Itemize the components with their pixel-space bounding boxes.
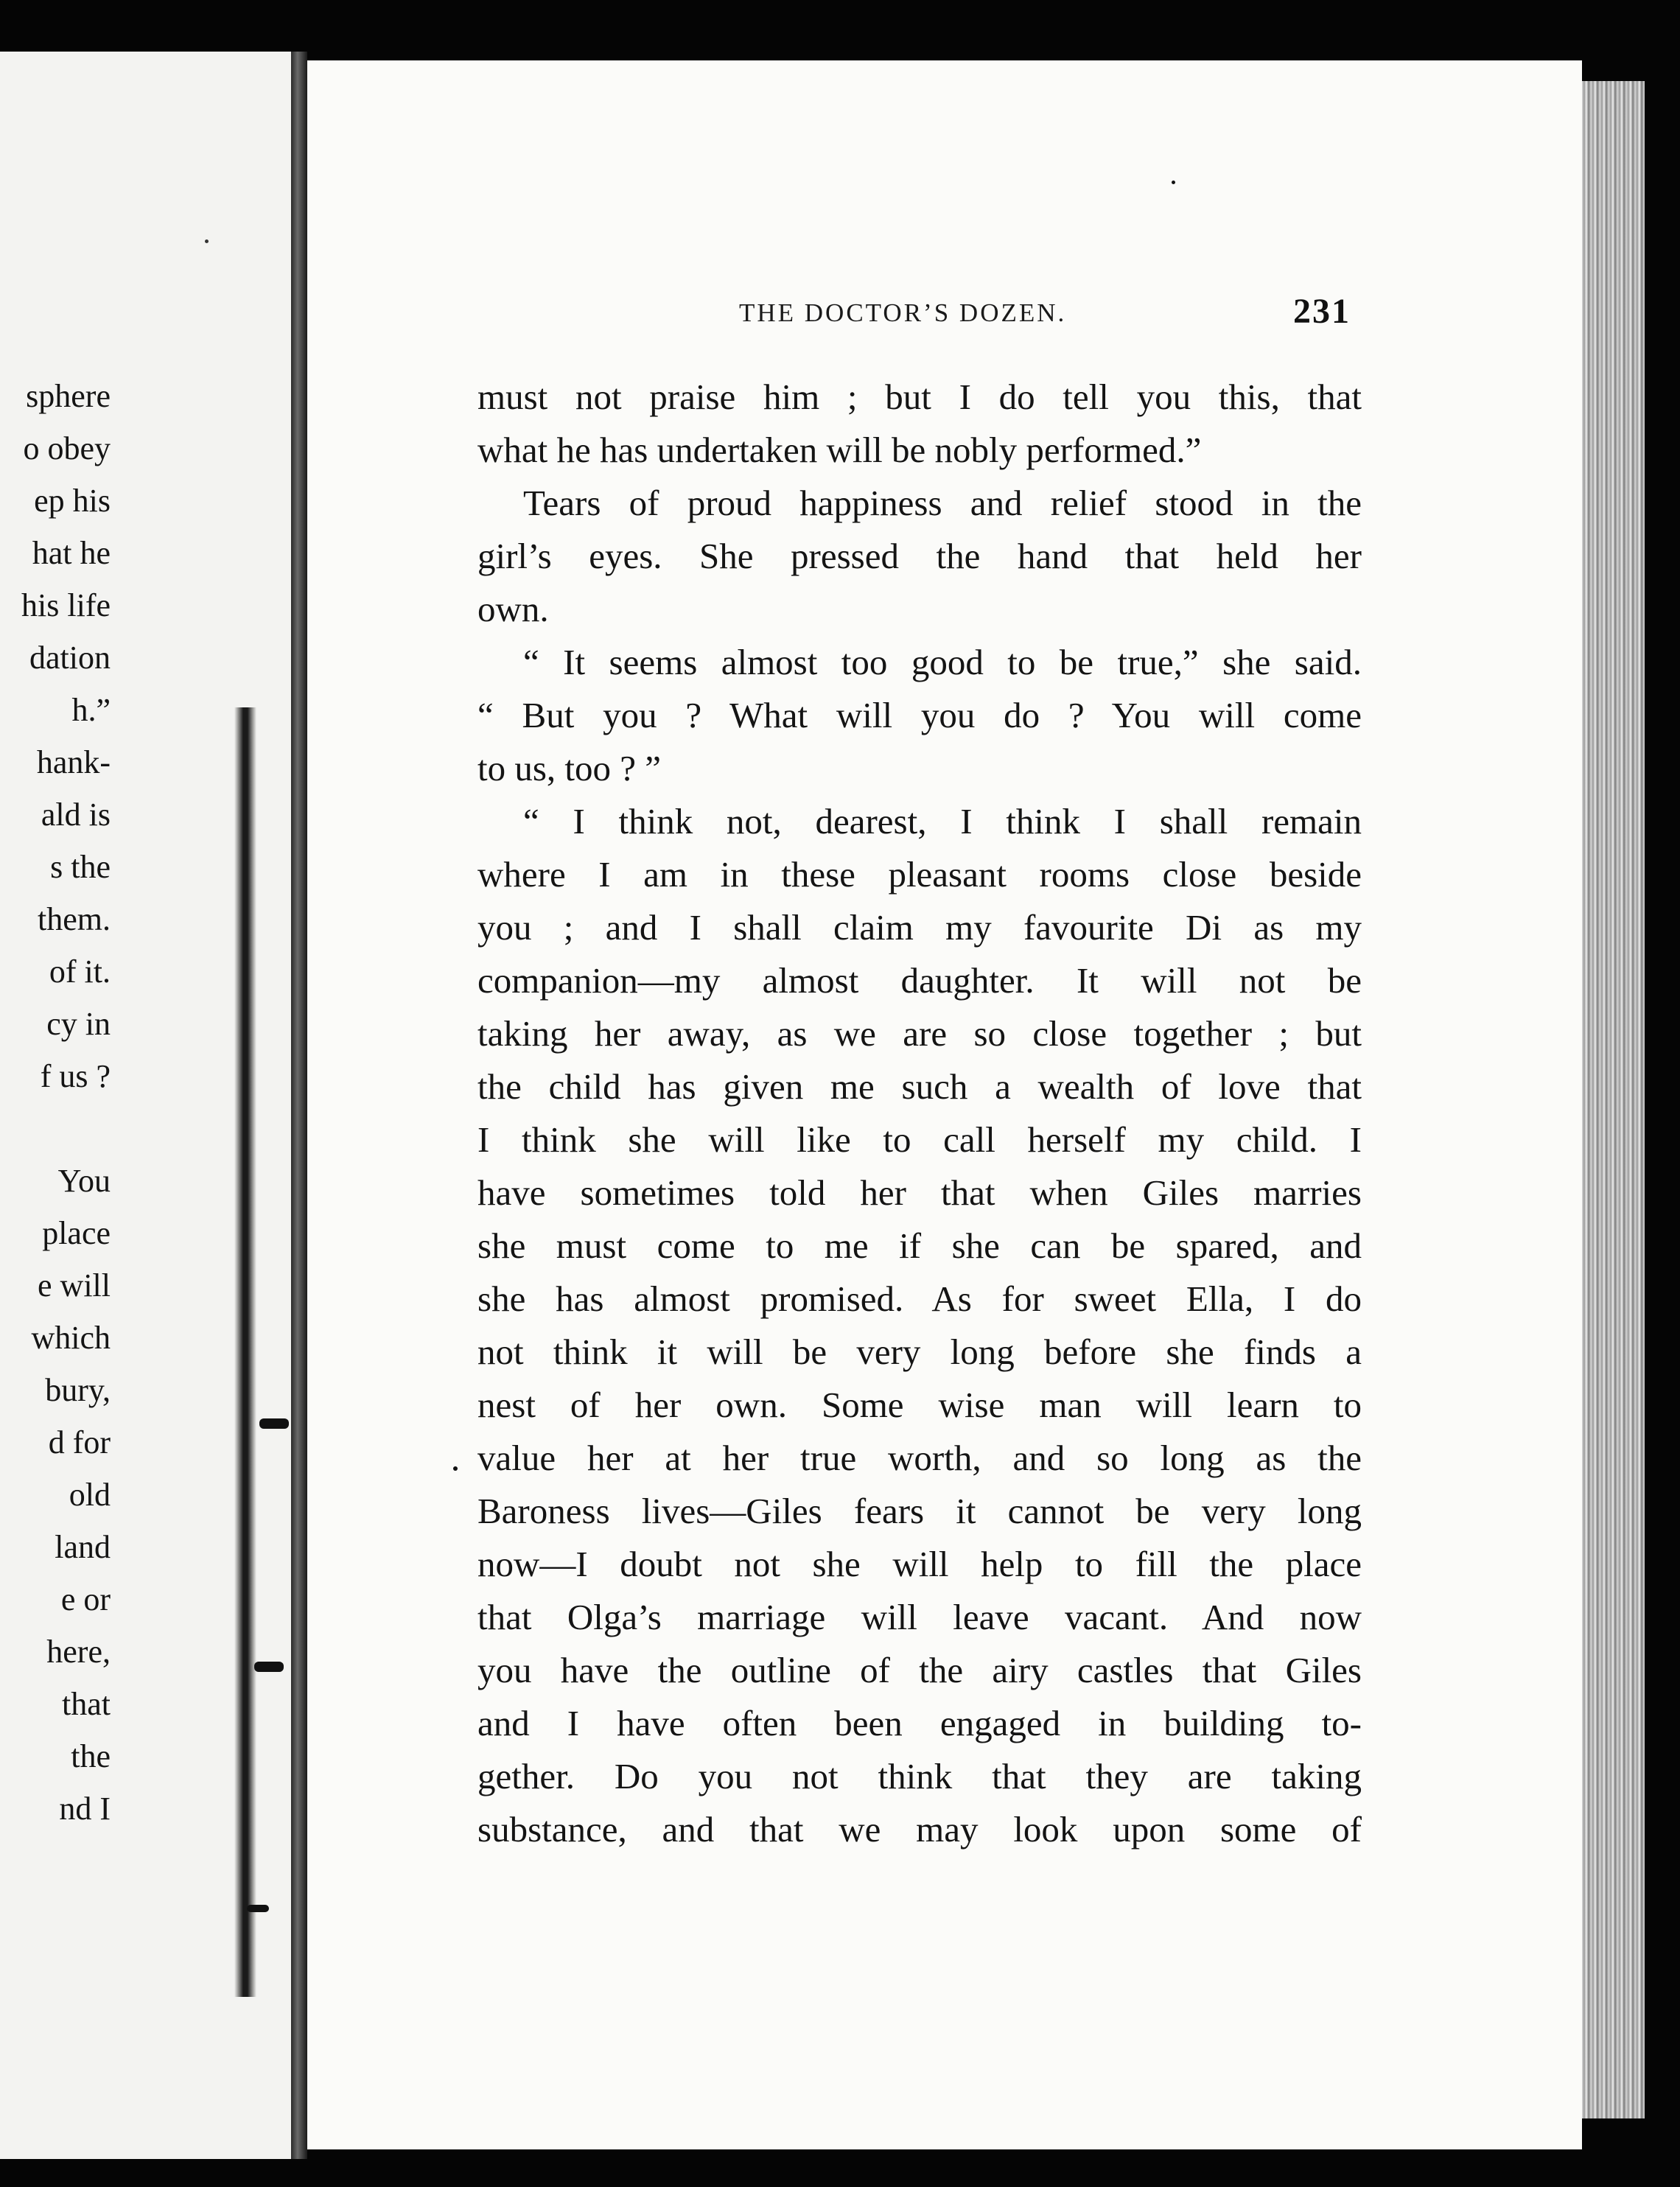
previous-page-line: [0, 1102, 111, 1155]
text-line: “ I think not, dearest, I think I shall remain: [523, 801, 1362, 841]
text-line: now—I doubt not she will help to fill the place: [477, 1544, 1362, 1584]
text-line: I think she will like to call herself my child. I: [477, 1119, 1362, 1160]
text-line: to us, too ? ”: [477, 748, 662, 788]
text-line: own.: [477, 589, 549, 629]
previous-page-line: place: [42, 1215, 111, 1251]
previous-page-line: hat he: [32, 535, 111, 571]
previous-page-line: of it.: [49, 953, 111, 990]
previous-page-line: e or: [60, 1581, 111, 1617]
binding-thread: [254, 1662, 284, 1672]
previous-page-line: hank-: [36, 744, 111, 780]
page-number: 231: [1293, 292, 1351, 331]
text-line: that Olga’s marriage will leave vacant. And now: [477, 1597, 1362, 1637]
previous-page-line: them.: [38, 901, 111, 937]
previous-page-text: [0, 370, 111, 1835]
text-line: nest of her own. Some wise man will learn to: [477, 1385, 1362, 1425]
previous-page-line: cy in: [46, 1006, 111, 1042]
previous-page-line: which: [31, 1320, 111, 1356]
text-line: value her at her true worth, and so long as the: [477, 1438, 1362, 1478]
text-line: she must come to me if she can be spared, and: [477, 1225, 1362, 1266]
scan-speck: [1172, 181, 1175, 184]
previous-page-line: sphere: [26, 378, 111, 414]
book-gutter: [291, 52, 307, 2159]
previous-page-line: his life: [21, 587, 111, 623]
text-line: you have the outline of the airy castles that Giles: [477, 1650, 1362, 1690]
previous-page-line: ep his: [34, 483, 111, 519]
text-line: gether. Do you not think that they are taking: [477, 1756, 1362, 1796]
page-edges: [1582, 81, 1645, 2118]
previous-page-line: land: [55, 1529, 111, 1565]
text-line: Baroness lives—Giles fears it cannot be very long: [477, 1491, 1362, 1531]
text-line: she has almost promised. As for sweet Ella, I do: [477, 1278, 1362, 1319]
previous-page-line: d for: [48, 1424, 111, 1460]
text-line: the child has given me such a wealth of love that: [477, 1066, 1362, 1107]
binding-thread: [247, 1905, 269, 1912]
previous-page-line: bury,: [45, 1372, 111, 1408]
previous-page-line: f us ?: [40, 1058, 111, 1094]
previous-page-line: ald is: [41, 797, 111, 833]
previous-page-line: here,: [46, 1634, 111, 1670]
previous-page-line: that: [62, 1686, 111, 1722]
text-line: companion—my almost daughter. It will not be: [477, 960, 1362, 1001]
binding-shadow: [234, 707, 256, 1997]
previous-page-line: s the: [50, 849, 111, 885]
text-line: not think it will be very long before she finds a: [477, 1332, 1362, 1372]
text-line: taking her away, as we are so close together ; but: [477, 1013, 1362, 1054]
previous-page-line: e will: [38, 1267, 111, 1304]
previous-page-line: h.”: [71, 692, 111, 728]
text-line: must not praise him ; but I do tell you this, that: [477, 377, 1362, 417]
previous-page-line: You: [57, 1163, 111, 1199]
previous-page-line: the: [71, 1738, 111, 1774]
previous-page-line: nd I: [59, 1791, 111, 1827]
text-line: girl’s eyes. She pressed the hand that held her: [477, 536, 1362, 576]
text-line: Tears of proud happiness and relief stood in the: [523, 483, 1362, 523]
previous-page-line: old: [69, 1477, 111, 1513]
text-line: have sometimes told her that when Giles marries: [477, 1172, 1362, 1213]
text-line: substance, and that we may look upon some of: [477, 1809, 1362, 1850]
running-head: THE DOCTOR’S DOZEN.: [739, 298, 1067, 327]
text-line: what he has undertaken will be nobly performed.”: [477, 430, 1202, 470]
page-body-text: [477, 371, 1362, 1856]
scan-speck: [453, 1466, 458, 1471]
text-line: and I have often been engaged in building to-: [477, 1703, 1362, 1743]
binding-thread: [259, 1418, 289, 1429]
text-line: “ But you ? What will you do ? You will come: [477, 695, 1362, 735]
text-line: where I am in these pleasant rooms close beside: [477, 854, 1362, 895]
text-line: “ It seems almost too good to be true,” she said.: [523, 642, 1362, 682]
previous-page-line: dation: [29, 640, 111, 676]
previous-page-line: o obey: [23, 430, 111, 466]
text-line: you ; and I shall claim my favourite Di as my: [477, 907, 1362, 948]
scan-speck: [205, 239, 209, 243]
